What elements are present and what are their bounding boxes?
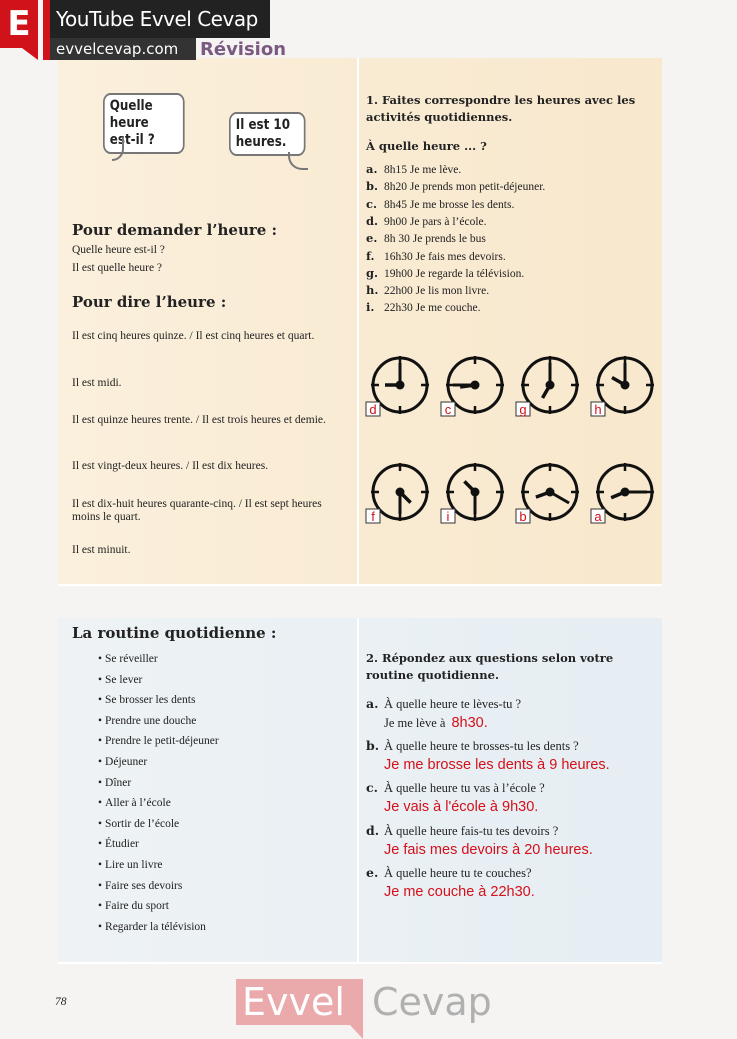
tell-line: Il est vingt-deux heures. / Il est dix heures. bbox=[72, 460, 269, 472]
routine-item bbox=[98, 797, 171, 810]
clock bbox=[516, 356, 579, 417]
routine-item bbox=[98, 900, 169, 913]
clock bbox=[516, 463, 579, 524]
brand-logo: E bbox=[0, 0, 38, 48]
question bbox=[366, 824, 558, 838]
routine-item-text: Déjeuner bbox=[105, 756, 148, 768]
routine-item bbox=[98, 694, 195, 707]
question-letter: d. bbox=[366, 823, 380, 838]
site-url[interactable]: evvelcevap.com bbox=[50, 38, 196, 60]
tell-line: Il est quinze heures trente. / Il est trois heures et demie. bbox=[72, 414, 326, 426]
routine-item-text: Faire du sport bbox=[105, 900, 169, 913]
routine-item-text: Prendre une douche bbox=[105, 714, 197, 727]
bullet: • bbox=[98, 859, 103, 871]
activity-item bbox=[366, 198, 514, 212]
activity-item bbox=[366, 267, 524, 281]
item-text: 8h20 Je prends mon petit-déjeuner. bbox=[384, 181, 546, 194]
routine-item bbox=[98, 674, 142, 687]
item-text: 16h30 Je fais mes devoirs. bbox=[384, 250, 506, 263]
answer-prefix: Je me lève à bbox=[384, 716, 446, 730]
routine-item-text: Se lever bbox=[105, 673, 143, 686]
question-letter: a. bbox=[366, 696, 379, 711]
divider bbox=[357, 58, 359, 586]
exercise-1-heading: 1. Faites correspondre les heures avec les activités quotidiennes. bbox=[366, 93, 636, 124]
clock-label: c bbox=[444, 402, 452, 417]
item-text: 9h00 Je pars à l’école. bbox=[384, 215, 487, 228]
clock-center bbox=[621, 488, 630, 497]
clock-label: a bbox=[594, 509, 602, 524]
item-text: 8h 30 Je prends le bus bbox=[384, 233, 486, 246]
routine-item bbox=[98, 735, 219, 748]
item-letter: a. bbox=[366, 162, 378, 176]
question-letter: b. bbox=[366, 738, 380, 753]
youtube-banner: YouTube Evvel Cevap bbox=[50, 0, 270, 38]
ask-line: Il est quelle heure ? bbox=[72, 262, 163, 274]
exercise-2-heading: 2. Répondez aux questions selon votre routine quotidienne. bbox=[366, 651, 614, 682]
bullet: • bbox=[98, 879, 103, 892]
question-text: À quelle heure fais-tu tes devoirs ? bbox=[384, 824, 559, 838]
bullet: • bbox=[98, 694, 103, 707]
activity-item bbox=[366, 180, 545, 194]
clock bbox=[366, 463, 429, 524]
bullet: • bbox=[98, 653, 103, 665]
item-letter: d. bbox=[366, 213, 379, 228]
clock bbox=[441, 356, 504, 417]
clock-center bbox=[396, 488, 405, 497]
clock bbox=[366, 356, 429, 417]
bullet: • bbox=[98, 920, 103, 933]
question bbox=[366, 781, 545, 795]
routine-heading: La routine quotidienne : bbox=[72, 624, 277, 642]
routine-item-text: Regarder la télévision bbox=[105, 920, 206, 933]
clock-center bbox=[396, 381, 405, 390]
clock-center bbox=[546, 488, 555, 497]
routine-item bbox=[98, 777, 131, 790]
speech-bubble-question: Quelle heure est-il ? bbox=[103, 93, 185, 154]
answer-line bbox=[384, 713, 488, 732]
question-letter: c. bbox=[366, 780, 378, 795]
question-text: À quelle heure tu vas à l’école ? bbox=[384, 781, 545, 795]
item-letter: g. bbox=[366, 265, 379, 280]
clock-label: h bbox=[594, 402, 602, 417]
routine-item-text: Sortir de l’école bbox=[105, 817, 180, 830]
activity-item bbox=[366, 163, 461, 177]
item-text: 19h00 Je regarde la télévision. bbox=[384, 267, 525, 280]
answer-line bbox=[384, 755, 610, 774]
clock-label: g bbox=[519, 402, 527, 417]
routine-item bbox=[98, 859, 163, 872]
routine-item bbox=[98, 838, 139, 851]
question-letter: e. bbox=[366, 865, 379, 880]
routine-item bbox=[98, 880, 182, 893]
ask-heading: Pour demander l’heure : bbox=[72, 221, 278, 239]
clock-label: i bbox=[446, 509, 450, 524]
item-letter: i. bbox=[366, 300, 375, 315]
footer-logo-cevap: Cevap bbox=[372, 980, 492, 1024]
routine-item-text: Prendre le petit-déjeuner bbox=[105, 735, 219, 748]
activity-item bbox=[366, 215, 487, 229]
answer-text[interactable]: Je vais à l'école à 9h30. bbox=[384, 799, 539, 815]
clock bbox=[591, 356, 654, 417]
bullet: • bbox=[98, 817, 103, 830]
clock-center bbox=[471, 488, 480, 497]
item-letter: b. bbox=[366, 179, 379, 194]
routine-item-text: Se brosser les dents bbox=[105, 694, 196, 707]
routine-item-text: Étudier bbox=[105, 838, 139, 851]
clock bbox=[591, 463, 654, 524]
routine-item bbox=[98, 756, 147, 769]
bullet: • bbox=[98, 714, 103, 727]
footer-logo-evvel: Evvel bbox=[236, 979, 363, 1025]
item-text: 22h00 Je lis mon livre. bbox=[384, 285, 490, 298]
footer-logo-tail bbox=[350, 1025, 363, 1039]
tell-line: Il est minuit. bbox=[72, 544, 131, 556]
answer-line bbox=[384, 882, 535, 901]
speech-bubble-answer: Il est 10 heures. bbox=[229, 112, 306, 156]
clock-grid bbox=[360, 340, 660, 540]
answer-text[interactable]: Je me brosse les dents à 9 heures. bbox=[384, 757, 610, 773]
answer-text[interactable]: Je me couche à 22h30. bbox=[384, 884, 535, 900]
bullet: • bbox=[98, 673, 103, 686]
clock-center bbox=[546, 381, 555, 390]
routine-item-text: Lire un livre bbox=[105, 859, 163, 871]
clock bbox=[441, 463, 504, 524]
routine-item bbox=[98, 653, 158, 666]
answer-line bbox=[384, 797, 538, 816]
question bbox=[366, 697, 521, 711]
bullet: • bbox=[98, 735, 103, 748]
routine-item bbox=[98, 715, 196, 728]
routine-item-text: Se réveiller bbox=[105, 653, 158, 665]
clock-label: d bbox=[369, 402, 377, 417]
question-text: À quelle heure te lèves-tu ? bbox=[384, 697, 522, 711]
brand-bar bbox=[43, 0, 50, 60]
bullet: • bbox=[98, 756, 103, 768]
item-text: 8h45 Je me brosse les dents. bbox=[384, 198, 515, 211]
answer-text[interactable]: Je fais mes devoirs à 20 heures. bbox=[384, 842, 593, 858]
clock-label: b bbox=[519, 509, 527, 524]
question bbox=[366, 739, 579, 753]
clock-center bbox=[471, 381, 480, 390]
item-text: 22h30 Je me couche. bbox=[384, 302, 481, 315]
clock-label: f bbox=[371, 509, 375, 524]
bullet: • bbox=[98, 900, 103, 913]
ask-line: Quelle heure est-il ? bbox=[72, 244, 165, 256]
item-letter: c. bbox=[366, 196, 378, 211]
bullet: • bbox=[98, 838, 103, 851]
routine-item bbox=[98, 818, 179, 831]
tell-line: Il est cinq heures quinze. / Il est cinq heures et quart. bbox=[72, 330, 315, 342]
divider bbox=[357, 618, 359, 964]
routine-item-text: Faire ses devoirs bbox=[105, 879, 183, 892]
item-text: 8h15 Je me lève. bbox=[384, 164, 462, 176]
routine-item-text: Dîner bbox=[105, 776, 132, 789]
routine-item bbox=[98, 921, 206, 934]
tell-line: Il est midi. bbox=[72, 377, 122, 389]
activity-item bbox=[366, 284, 489, 298]
activity-item bbox=[366, 250, 506, 264]
tell-heading: Pour dire l’heure : bbox=[72, 293, 227, 311]
exercise-1-subheading: À quelle heure ... ? bbox=[366, 139, 487, 153]
activity-item bbox=[366, 232, 486, 246]
clock-center bbox=[621, 381, 630, 390]
item-letter: e. bbox=[366, 231, 378, 246]
question-text: À quelle heure te brosses-tu les dents ? bbox=[384, 739, 579, 753]
activity-item bbox=[366, 301, 480, 315]
item-letter: h. bbox=[366, 283, 379, 298]
page-number: 78 bbox=[55, 996, 67, 1008]
tell-line: Il est dix-huit heures quarante-cinq. / Il est sept heures moins le quart. bbox=[72, 498, 322, 523]
question bbox=[366, 866, 532, 880]
page-title: Révision bbox=[200, 39, 287, 60]
item-letter: f. bbox=[366, 248, 375, 263]
bullet: • bbox=[98, 797, 103, 810]
question-text: À quelle heure tu te couches? bbox=[384, 866, 532, 880]
answer-text[interactable]: 8h30. bbox=[451, 715, 488, 731]
answer-line bbox=[384, 840, 593, 859]
routine-item-text: Aller à l’école bbox=[105, 797, 171, 810]
bullet: • bbox=[98, 776, 103, 789]
logo-tail bbox=[22, 48, 38, 60]
